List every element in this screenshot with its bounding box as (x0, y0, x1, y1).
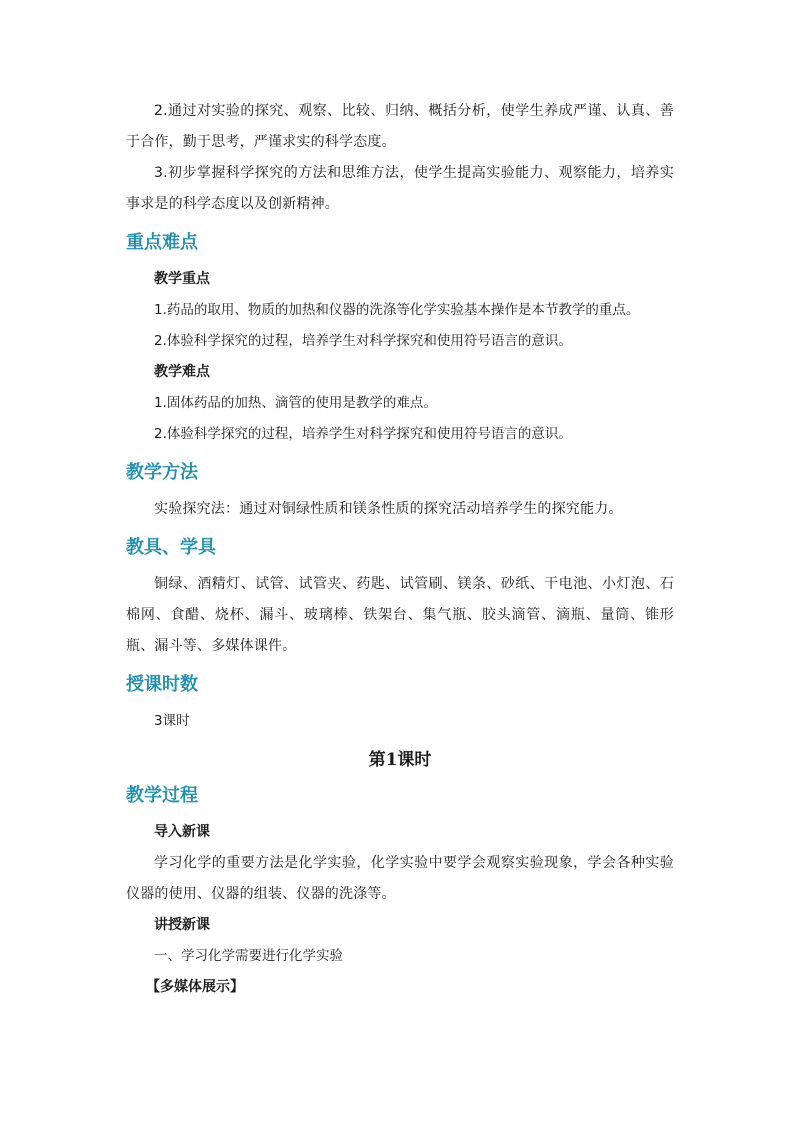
section-1: 一、学习化学需要进行化学实验 (154, 948, 343, 964)
tools-text: 铜绿、酒精灯、试管、试管夹、药匙、试管刷、镁条、砂纸、干电池、小灯泡、石棉网、食醋、烧杯、漏斗、玻璃棒、铁架台、集气瓶、胶头滴管、滴瓶、量筒、锥形瓶、漏斗等、多媒体课件。 (126, 576, 674, 654)
multimedia-label: 【多媒体展示】 (146, 979, 244, 995)
focus-item-2: 2.体验科学探究的过程，培养学生对科学探究和使用符号语言的意识。 (154, 333, 572, 349)
difficulty-item-1: 1.固体药品的加热、滴管的使用是教学的难点。 (154, 395, 437, 411)
focus-item-1: 1.药品的取用、物质的加热和仪器的洗涤等化学实验基本操作是本节教学的重点。 (154, 302, 640, 318)
objective-3: 3.初步掌握科学探究的方法和思维方法，使学生提高实验能力、观察能力，培养实事求是的科学态度以及创新精神。 (126, 165, 674, 212)
difficulty-item-2: 2.体验科学探究的过程，培养学生对科学探究和使用符号语言的意识。 (154, 426, 572, 442)
tools-heading: 教具、学具 (126, 537, 216, 558)
hours-text: 3课时 (154, 713, 190, 729)
method-heading: 教学方法 (126, 462, 198, 483)
lesson-title: 第1课时 (368, 750, 432, 770)
difficulty-title: 教学难点 (154, 364, 210, 380)
process-heading: 教学过程 (126, 785, 198, 806)
document-content (126, 96, 674, 1003)
intro-title: 导入新课 (154, 824, 210, 840)
focus-title: 教学重点 (154, 271, 210, 287)
intro-text: 学习化学的重要方法是化学实验，化学实验中要学会观察实验现象，学会各种实验仪器的使用、仪器的组装、仪器的洗涤等。 (126, 855, 674, 902)
hours-heading: 授课时数 (126, 674, 198, 695)
method-text: 实验探究法：通过对铜绿性质和镁条性质的探究活动培养学生的探究能力。 (154, 501, 623, 517)
objective-2: 2.通过对实验的探究、观察、比较、归纳、概括分析，使学生养成严谨、认真、善于合作，勤于思考，严谨求实的科学态度。 (126, 103, 674, 150)
key-points-heading: 重点难点 (126, 232, 198, 253)
new-lesson-title: 讲授新课 (154, 917, 210, 933)
